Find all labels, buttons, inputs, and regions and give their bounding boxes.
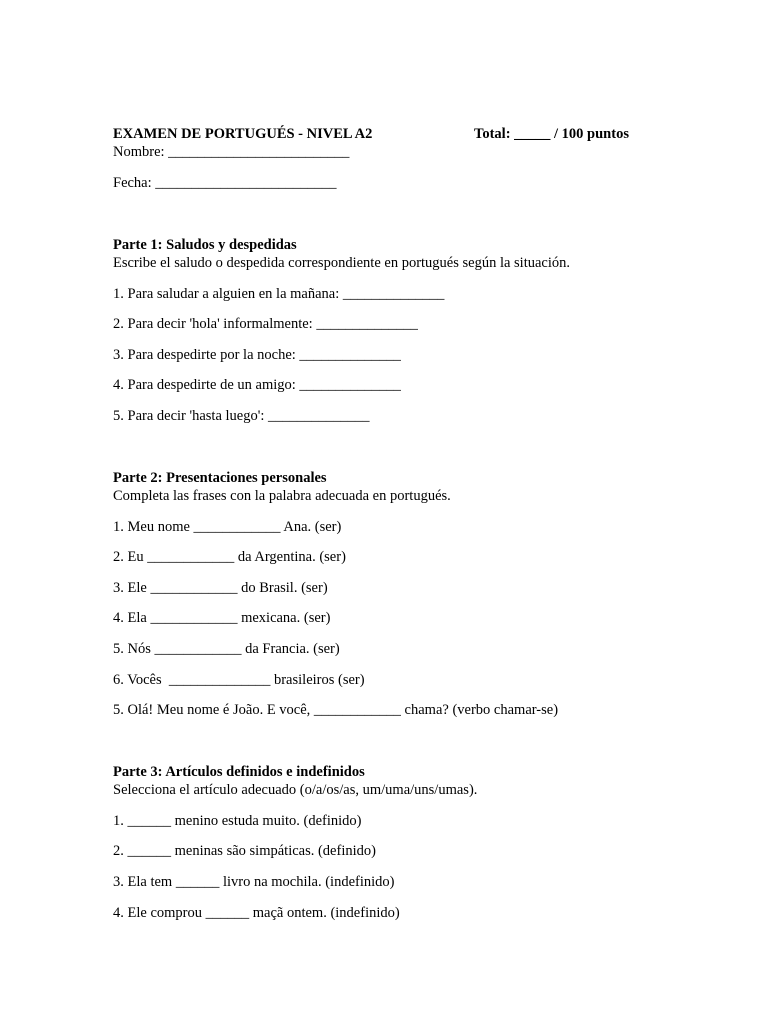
question-item: 3. Para despedirte por la noche: ______________ <box>113 346 401 363</box>
exam-document <box>113 125 673 922</box>
total-score: Total: _____ / 100 puntos <box>474 126 629 142</box>
question-item: 4. Para despedirte de un amigo: ______________ <box>113 377 401 394</box>
date-field: Fecha: _________________________ <box>113 175 337 191</box>
question-item: 2. ______ meninas são simpáticas. (definido) <box>113 843 376 860</box>
question-item: 5. Olá! Meu nome é João. E você, ____________ chama? (verbo chamar-se) <box>113 702 559 719</box>
name-field: Nombre: _________________________ <box>113 144 350 160</box>
section-instruction: Selecciona el artículo adecuado (o/a/os/as, um/uma/uns/umas). <box>113 782 478 799</box>
question-item: 5. Para decir 'hasta luego': ______________ <box>113 407 370 424</box>
section-heading: Parte 1: Saludos y despedidas <box>113 237 297 253</box>
question-item: 4. Ela ____________ mexicana. (ser) <box>113 610 331 627</box>
section-2 <box>113 469 673 719</box>
question-item: 3. Ela tem ______ livro na mochila. (indefinido) <box>113 873 395 890</box>
question-item: 6. Vocês ______________ brasileiros (ser) <box>113 671 365 688</box>
exam-header <box>113 125 673 143</box>
question-item: 2. Eu ____________ da Argentina. (ser) <box>113 549 346 566</box>
exam-title: EXAMEN DE PORTUGUÉS - NIVEL A2 <box>113 126 373 142</box>
section-instruction: Completa las frases con la palabra adecuada en portugués. <box>113 487 451 504</box>
section-heading: Parte 2: Presentaciones personales <box>113 469 327 486</box>
question-item: 3. Ele ____________ do Brasil. (ser) <box>113 579 328 596</box>
question-item: 4. Ele comprou ______ maçã ontem. (indefinido) <box>113 904 400 921</box>
question-item: 1. Para saludar a alguien en la mañana: ______________ <box>113 285 445 302</box>
section-3 <box>113 763 673 921</box>
question-item: 2. Para decir 'hola' informalmente: ______________ <box>113 316 418 333</box>
section-1 <box>113 236 673 425</box>
section-heading: Parte 3: Artículos definidos e indefinidos <box>113 764 365 781</box>
question-item: 1. ______ menino estuda muito. (definido) <box>113 812 362 829</box>
question-item: 1. Meu nome ____________ Ana. (ser) <box>113 518 342 535</box>
section-instruction: Escribe el saludo o despedida correspondiente en portugués según la situación. <box>113 255 571 271</box>
question-item: 5. Nós ____________ da Francia. (ser) <box>113 640 340 657</box>
